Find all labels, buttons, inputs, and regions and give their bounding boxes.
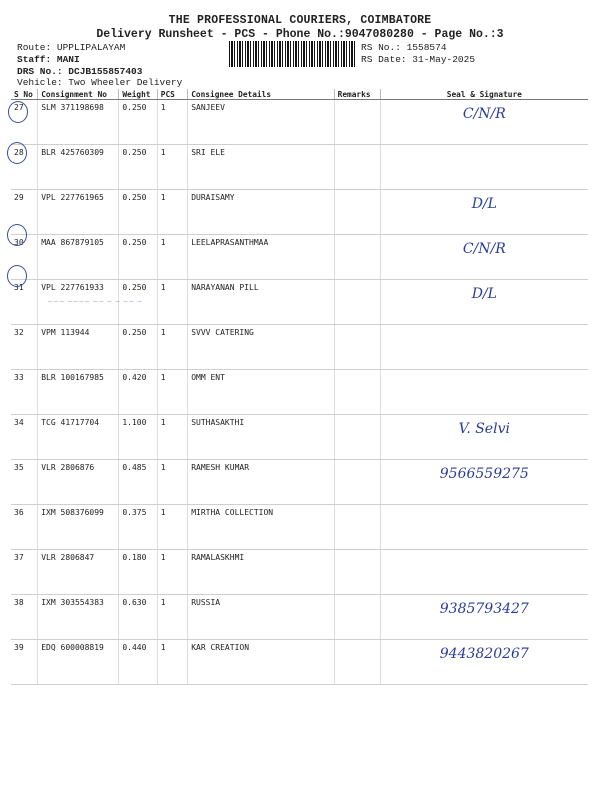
row-sno: 32 [11,325,38,370]
row-consignee: SUTHASAKTHI [188,415,334,460]
row-consignee: RAMALASKHMI [188,550,334,595]
row-consignment-no: MAA 867879105 [38,235,119,280]
table-row [11,550,588,595]
row-pcs: 1 [157,370,187,415]
row-pcs: 1 [157,100,187,145]
row-remarks [334,460,380,505]
row-remarks [334,370,380,415]
row-signature: 9385793427 [380,595,588,640]
table-row [11,190,588,235]
row-consignee: RUSSIA [188,595,334,640]
row-consignment-no: EDQ 600008819 [38,640,119,685]
row-consignment-no: VPL 227761933 [38,280,119,325]
row-consignee: DURAISAMY [188,190,334,235]
row-signature [380,145,588,190]
row-signature [380,370,588,415]
drs-label: DRS No.: DCJB155857403 [17,66,143,77]
staff-label: Staff: MANI [17,54,80,65]
row-weight: 0.250 [119,235,157,280]
table-row [11,415,588,460]
col-consignment: Consignment No [38,89,119,100]
row-pcs: 1 [157,595,187,640]
row-pcs: 1 [157,550,187,595]
row-pcs: 1 [157,415,187,460]
row-remarks [334,550,380,595]
company-title: THE PROFESSIONAL COURIERS, COIMBATORE [168,14,432,27]
row-consignee: KAR CREATION [188,640,334,685]
table-header-row [11,89,588,100]
row-pcs: 1 [157,235,187,280]
row-pcs: 1 [157,190,187,235]
row-pcs: 1 [157,460,187,505]
row-signature: D/L [380,280,588,325]
row-sno: 31 [11,280,38,325]
row-consignee: SVVV CATERING [188,325,334,370]
row-consignment-no: VPL 227761965 [38,190,119,235]
row-weight: 0.485 [119,460,157,505]
row-sno: 28 [11,145,38,190]
row-pcs: 1 [157,325,187,370]
table-row [11,235,588,280]
route-label: Route: UPPLIPALAYAM [17,42,126,53]
table-row [11,325,588,370]
row-remarks [334,235,380,280]
table-row [11,505,588,550]
row-remarks [334,190,380,235]
row-signature: C/N/R [380,235,588,280]
row-consignment-no: VLR 2806847 [38,550,119,595]
pen-circle [7,265,27,287]
row-consignee: MIRTHA COLLECTION [188,505,334,550]
row-remarks [334,415,380,460]
row-consignee: SRI ELE [188,145,334,190]
pen-circle [7,142,27,164]
row-consignee: RAMESH KUMAR [188,460,334,505]
row-sno: 38 [11,595,38,640]
pen-circle [8,101,28,123]
pen-circle [7,224,27,246]
row-weight: 0.630 [119,595,157,640]
row-weight: 0.250 [119,280,157,325]
table-row [11,100,588,145]
row-remarks [334,640,380,685]
row-weight: 0.250 [119,325,157,370]
runsheet-title: Delivery Runsheet - PCS - Phone No.:9047080280 - Page No.:3 [96,28,504,41]
row-pcs: 1 [157,145,187,190]
row-sno: 34 [11,415,38,460]
row-remarks [334,100,380,145]
table-row [11,595,588,640]
row-sno: 37 [11,550,38,595]
row-consignment-no: VPM 113944 [38,325,119,370]
row-consignee: LEELAPRASANTHMAA [188,235,334,280]
table-row [11,370,588,415]
row-consignment-no: TCG 41717704 [38,415,119,460]
row-consignment-no: SLM 371198698 [38,100,119,145]
col-pcs: PCS [157,89,187,100]
row-weight: 1.100 [119,415,157,460]
row-remarks [334,505,380,550]
row-sno: 36 [11,505,38,550]
rs-no-label: RS No.: 1558574 [361,42,447,53]
row-sno: 27 [11,100,38,145]
row-signature [380,505,588,550]
row-remarks [334,145,380,190]
row-sno: 29 [11,190,38,235]
row-remarks [334,595,380,640]
row-weight: 0.180 [119,550,157,595]
row-consignment-no: BLR 425760309 [38,145,119,190]
row-weight: 0.250 [119,190,157,235]
col-weight: Weight [119,89,157,100]
table-row [11,640,588,685]
row-sno: 39 [11,640,38,685]
table-row [11,460,588,505]
row-consignee: SANJEEV [188,100,334,145]
col-consignee: Consignee Details [188,89,334,100]
row-consignee: NARAYANAN PILL [188,280,334,325]
row-signature: C/N/R [380,100,588,145]
row-pcs: 1 [157,640,187,685]
col-signature: Seal & Signature [380,89,588,100]
row-sno: 33 [11,370,38,415]
row-consignment-no: VLR 2806876 [38,460,119,505]
row-consignment-no: IXM 508376099 [38,505,119,550]
row-consignee: OMM ENT [188,370,334,415]
row-sno: 35 [11,460,38,505]
table-row [11,145,588,190]
row-signature: V. Selvi [380,415,588,460]
row-weight: 0.440 [119,640,157,685]
row-signature: D/L [380,190,588,235]
row-pcs: 1 [157,280,187,325]
row-signature [380,550,588,595]
rs-date-label: RS Date: 31-May-2025 [361,54,476,65]
vehicle-label: Vehicle: Two Wheeler Delivery [17,77,183,88]
row-signature [380,325,588,370]
row-weight: 0.250 [119,100,157,145]
runsheet-table [11,89,588,685]
row-signature: 9566559275 [380,460,588,505]
row-weight: 0.420 [119,370,157,415]
row-weight: 0.250 [119,145,157,190]
col-remarks: Remarks [334,89,380,100]
col-sno: S No [11,89,38,100]
row-pcs: 1 [157,505,187,550]
faint-stamp: ~~~ ~~~~ ~~ ~ ~ ~~ ~ [47,298,143,306]
row-weight: 0.375 [119,505,157,550]
row-consignment-no: IXM 303554383 [38,595,119,640]
row-sno: 30 [11,235,38,280]
row-remarks [334,280,380,325]
barcode [229,41,355,67]
row-signature: 9443820267 [380,640,588,685]
row-consignment-no: BLR 100167985 [38,370,119,415]
row-remarks [334,325,380,370]
